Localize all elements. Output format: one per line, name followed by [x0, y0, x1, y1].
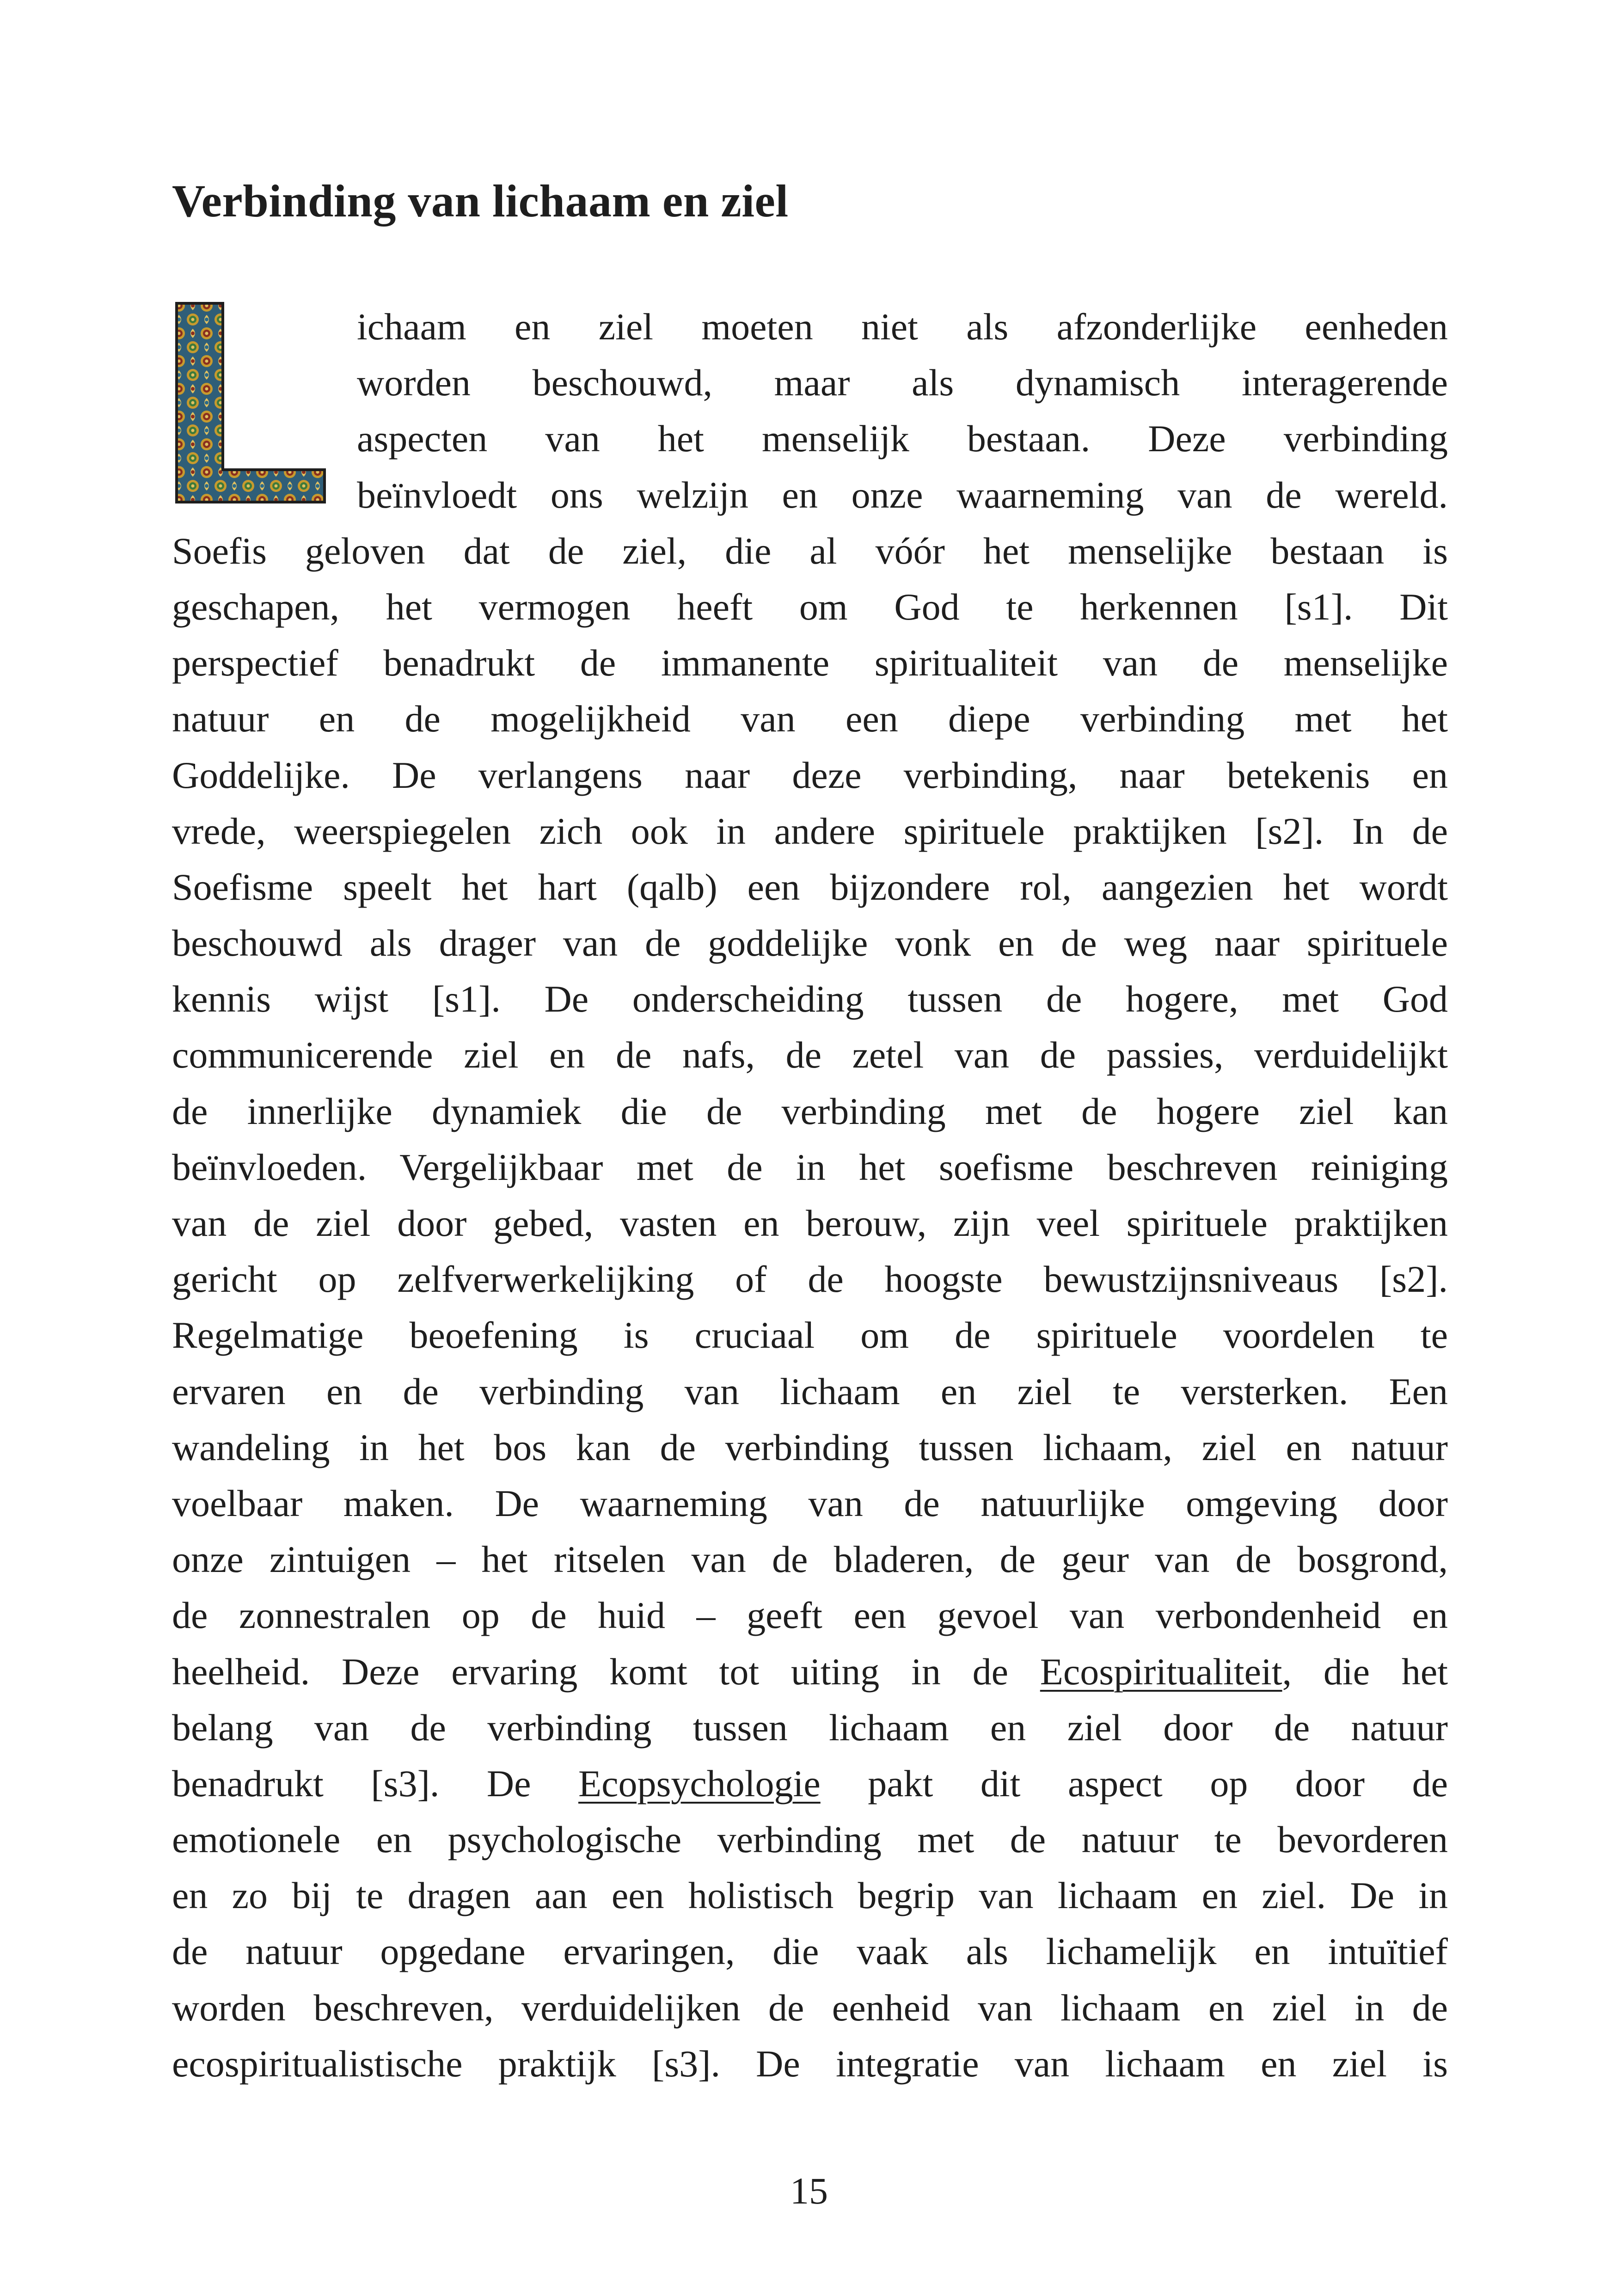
text-segment: , die het	[1282, 1650, 1448, 1693]
text-line	[172, 299, 1448, 355]
text-line	[172, 1531, 1448, 1587]
text-segment: natuur en de mogelijkheid van een diepe verbinding met het	[172, 698, 1448, 740]
text-line	[172, 1700, 1448, 1756]
text-line	[172, 467, 1448, 523]
text-line	[172, 1867, 1448, 1923]
text-segment: onze zintuigen – het ritselen van de bladeren, de geur van de bosgrond,	[172, 1538, 1448, 1581]
text-segment: vrede, weerspiegelen zich ook in andere spirituele praktijken [s2]. In de	[172, 810, 1448, 852]
text-line	[172, 915, 1448, 971]
text-segment: en zo bij te dragen aan een holistisch begrip van lichaam en ziel. De in	[172, 1874, 1448, 1917]
text-line	[172, 1083, 1448, 1139]
text-segment: aspecten van het menselijk bestaan. Deze verbinding	[357, 417, 1448, 460]
text-segment: beïnvloeden. Vergelijkbaar met de in het soefisme beschreven reiniging	[172, 1146, 1448, 1188]
text-line	[172, 691, 1448, 747]
text-segment: ecospiritualistische praktijk [s3]. De integratie van lichaam en ziel is	[172, 2042, 1448, 2085]
text-line	[172, 1923, 1448, 1979]
text-line	[172, 803, 1448, 859]
text-segment: belang van de verbinding tussen lichaam en ziel door de natuur	[172, 1706, 1448, 1749]
body-paragraph	[172, 299, 1448, 2092]
page-title: Verbinding van lichaam en ziel	[172, 175, 789, 227]
text-line	[172, 1644, 1448, 1700]
text-segment: de zonnestralen op de huid – geeft een gevoel van verbondenheid en	[172, 1594, 1448, 1637]
text-segment: voelbaar maken. De waarneming van de natuurlijke omgeving door	[172, 1482, 1448, 1524]
text-segment: kennis wijst [s1]. De onderscheiding tussen de hogere, met God	[172, 978, 1448, 1020]
text-segment: de innerlijke dynamiek die de verbinding met de hogere ziel kan	[172, 1090, 1448, 1132]
text-segment: pakt dit aspect op door de	[820, 1762, 1448, 1805]
text-segment: beïnvloedt ons welzijn en onze waarneming van de wereld.	[357, 473, 1448, 516]
text-segment: Soefisme speelt het hart (qalb) een bijzondere rol, aangezien het wordt	[172, 866, 1448, 908]
text-line	[172, 355, 1448, 411]
text-line	[172, 1587, 1448, 1643]
text-line	[172, 1811, 1448, 1867]
text-line	[172, 1307, 1448, 1363]
text-segment: ichaam en ziel moeten niet als afzonderlijke eenheden	[357, 306, 1448, 348]
text-line	[172, 1419, 1448, 1475]
text-segment: ervaren en de verbinding van lichaam en ziel te versterken. Een	[172, 1370, 1448, 1412]
text-segment: perspectief benadrukt de immanente spiritualiteit van de menselijke	[172, 642, 1448, 684]
text-segment: worden beschreven, verduidelijken de eenheid van lichaam en ziel in de	[172, 1986, 1448, 2029]
text-segment: communicerende ziel en de nafs, de zetel van de passies, verduidelijkt	[172, 1034, 1448, 1076]
text-segment: beschouwd als drager van de goddelijke vonk en de weg naar spirituele	[172, 922, 1448, 964]
text-segment: van de ziel door gebed, vasten en berouw, zijn veel spirituele praktijken	[172, 1202, 1448, 1244]
text-segment: de natuur opgedane ervaringen, die vaak als lichamelijk en intuïtief	[172, 1930, 1448, 1973]
text-line	[172, 411, 1448, 467]
text-segment: Regelmatige beoefening is cruciaal om de spirituele voordelen te	[172, 1314, 1448, 1357]
text-line	[172, 2036, 1448, 2092]
text-segment: Goddelijke. De verlangens naar deze verbinding, naar betekenis en	[172, 754, 1448, 796]
text-line	[172, 1027, 1448, 1083]
text-segment: heelheid. Deze ervaring komt tot uiting in de	[172, 1650, 1040, 1693]
text-segment: gericht op zelfverwerkelijking of de hoogste bewustzijnsniveaus [s2].	[172, 1258, 1448, 1301]
link-ecospiritualiteit[interactable]: Ecospiritualiteit	[1040, 1650, 1282, 1693]
text-segment: worden beschouwd, maar als dynamisch interagerende	[357, 362, 1448, 404]
text-segment: emotionele en psychologische verbinding met de natuur te bevorderen	[172, 1818, 1448, 1861]
text-segment: Soefis geloven dat de ziel, die al vóór het menselijke bestaan is	[172, 529, 1448, 572]
text-line	[172, 1251, 1448, 1307]
text-segment: geschapen, het vermogen heeft om God te herkennen [s1]. Dit	[172, 585, 1448, 628]
text-line	[172, 859, 1448, 915]
text-line	[172, 1475, 1448, 1531]
text-segment: wandeling in het bos kan de verbinding tussen lichaam, ziel en natuur	[172, 1426, 1448, 1468]
text-line	[172, 579, 1448, 635]
page-number: 15	[790, 2170, 828, 2212]
text-line	[172, 1139, 1448, 1195]
text-line	[172, 1980, 1448, 2036]
text-line	[172, 1756, 1448, 1811]
text-segment: benadrukt [s3]. De	[172, 1762, 578, 1805]
text-line	[172, 971, 1448, 1027]
text-line	[172, 1195, 1448, 1251]
link-ecopsychologie[interactable]: Ecopsychologie	[578, 1762, 821, 1805]
text-line	[172, 635, 1448, 691]
text-line	[172, 1363, 1448, 1419]
text-line	[172, 747, 1448, 803]
text-line	[172, 523, 1448, 579]
